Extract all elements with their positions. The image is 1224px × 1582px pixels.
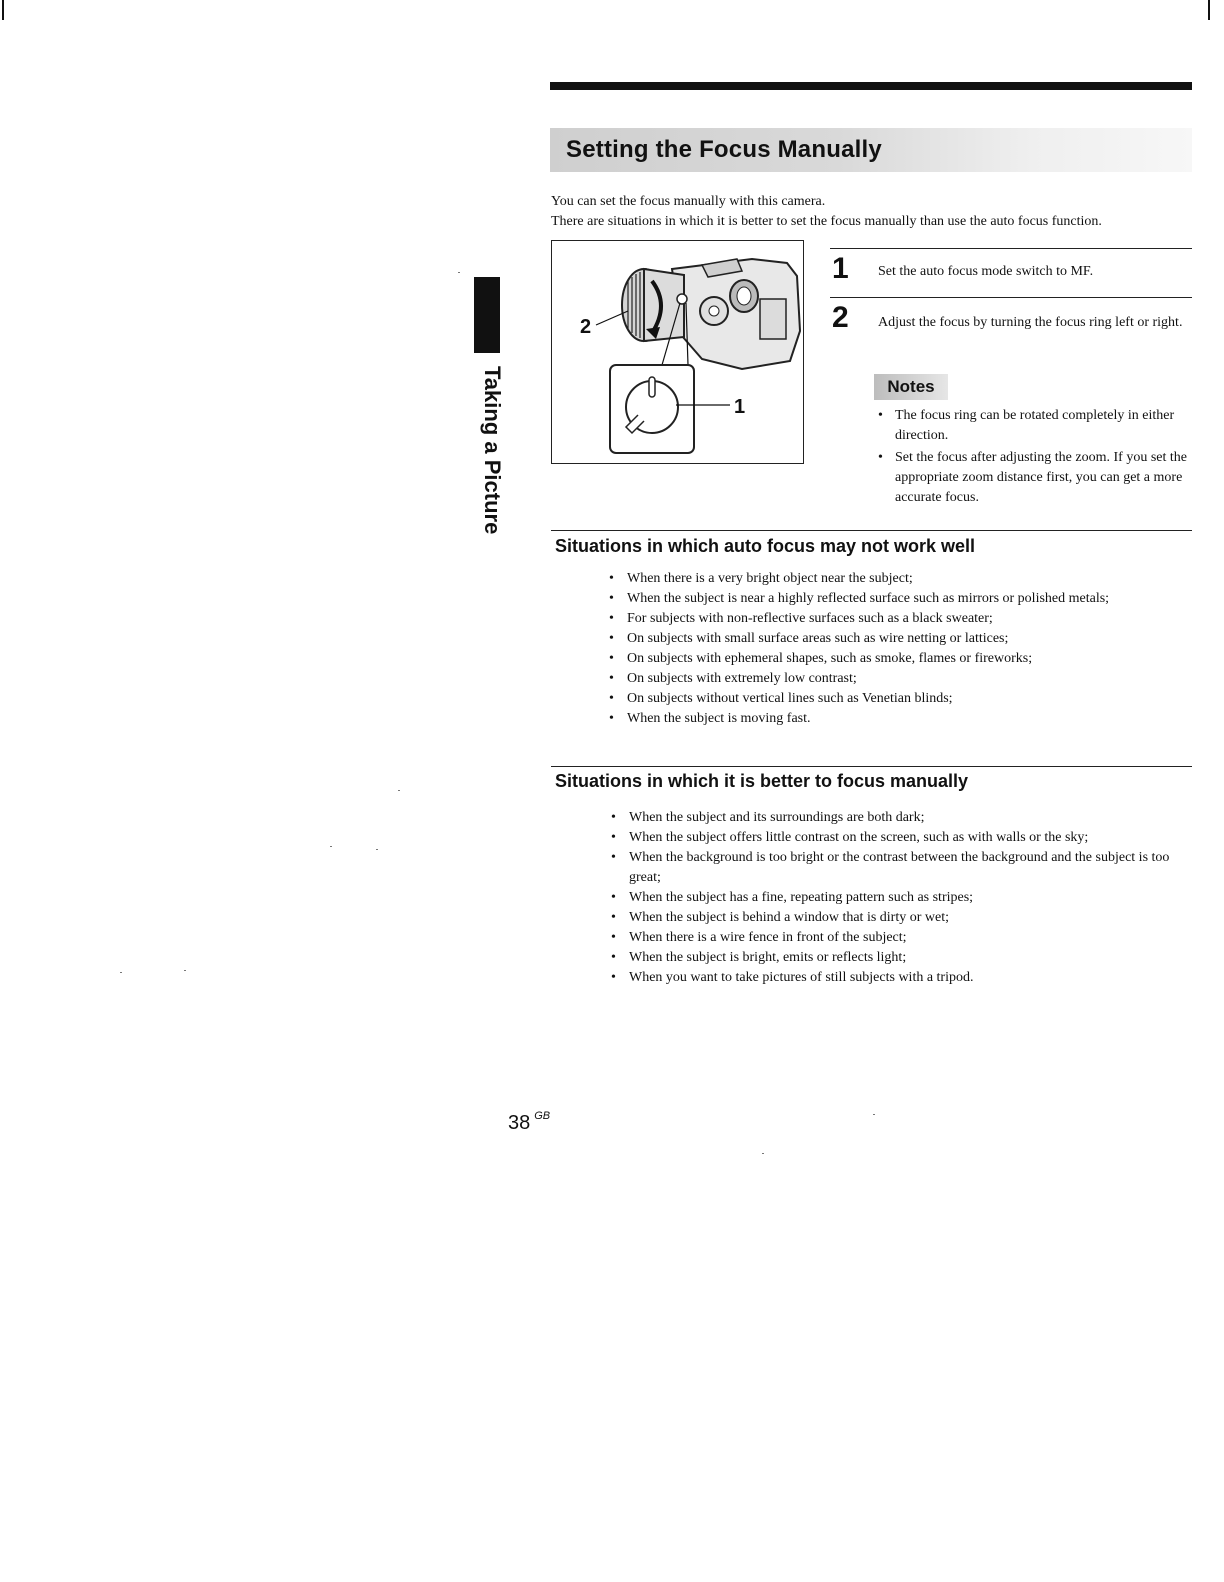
header-rule <box>550 82 1192 90</box>
list-item: • On subjects without vertical lines such as Venetian blinds; <box>609 689 1189 709</box>
chapter-tab-marker <box>474 277 500 353</box>
list-item: • For subjects with non-reflective surfaces such as a black sweater; <box>609 609 1189 629</box>
intro-line-1: You can set the focus manually with this camera. <box>551 194 826 209</box>
scan-speck <box>458 272 460 273</box>
scan-speck <box>873 1114 875 1115</box>
section-manual-title: Situations in which it is better to focus manually <box>555 771 969 791</box>
list-item: • When there is a very bright object near the subject; <box>609 569 1189 589</box>
callout-2-label: 2 <box>580 316 592 338</box>
list-item: • On subjects with extremely low contrast; <box>609 669 1189 689</box>
page-title: Setting the Focus Manually <box>566 136 882 163</box>
list-item: • When the subject is bright, emits or reflects light; <box>611 948 1191 968</box>
list-item: • On subjects with small surface areas such as wire netting or lattices; <box>609 629 1189 649</box>
step-1-number: 1 <box>832 252 849 285</box>
scan-edge-mark-left <box>2 0 4 20</box>
scan-speck <box>376 849 378 850</box>
section-manual-rule <box>551 766 1192 767</box>
intro-text <box>551 192 1201 232</box>
step-1-rule <box>830 248 1192 249</box>
callout-1-label: 1 <box>734 396 746 418</box>
step-2-text: Adjust the focus by turning the focus ring left or right. <box>878 315 1183 330</box>
section-manual-list <box>611 808 1191 988</box>
notes-heading: Notes <box>874 374 948 400</box>
note-item: • Set the focus after adjusting the zoom. If you set the appropriate zoom distance first, you can get a more accurate focus. <box>876 448 1194 508</box>
chapter-tab-label: Taking a Picture <box>480 366 505 535</box>
list-item: • When there is a wire fence in front of the subject; <box>611 928 1191 948</box>
scan-speck <box>330 846 332 847</box>
list-item: • When the subject offers little contrast on the screen, such as with walls or the sky; <box>611 828 1191 848</box>
scan-speck <box>398 790 400 791</box>
section-auto-rule <box>551 530 1192 531</box>
camera-screen <box>760 299 786 339</box>
list-item: • When you want to take pictures of still subjects with a tripod. <box>611 968 1191 988</box>
list-item: • On subjects with ephemeral shapes, such as smoke, flames or fireworks; <box>609 649 1189 669</box>
intro-line-2: There are situations in which it is better to set the focus manually than use the auto focus function. <box>551 214 1102 229</box>
af-switch-dot <box>677 294 687 304</box>
list-item: • When the subject is behind a window that is dirty or wet; <box>611 908 1191 928</box>
list-item: • When the subject is near a highly reflected surface such as mirrors or polished metals; <box>609 589 1189 609</box>
scan-speck <box>184 970 186 971</box>
camera-drawing <box>552 241 803 463</box>
note-item: • The focus ring can be rotated completely in either direction. <box>876 406 1194 446</box>
section-auto-list <box>609 569 1189 729</box>
list-item: • When the subject is moving fast. <box>609 709 1189 729</box>
list-item: • When the background is too bright or the contrast between the background and the subject is too great; <box>611 848 1191 888</box>
camera-illustration <box>551 240 804 464</box>
list-item: • When the subject has a fine, repeating pattern such as stripes; <box>611 888 1191 908</box>
region-code: GB <box>534 1110 551 1122</box>
scan-speck <box>762 1153 764 1154</box>
step-1-text: Set the auto focus mode switch to MF. <box>878 264 1094 279</box>
page-number <box>508 1112 550 1135</box>
step-2-rule <box>830 297 1192 298</box>
step-2-number: 2 <box>832 301 849 334</box>
page-number-value: 38 <box>508 1112 531 1134</box>
list-item: • When the subject and its surroundings are both dark; <box>611 808 1191 828</box>
section-auto-title: Situations in which auto focus may not work well <box>555 536 976 556</box>
notes-list <box>876 406 1194 510</box>
scan-speck <box>120 972 122 973</box>
scan-edge-mark-right <box>1208 0 1210 20</box>
